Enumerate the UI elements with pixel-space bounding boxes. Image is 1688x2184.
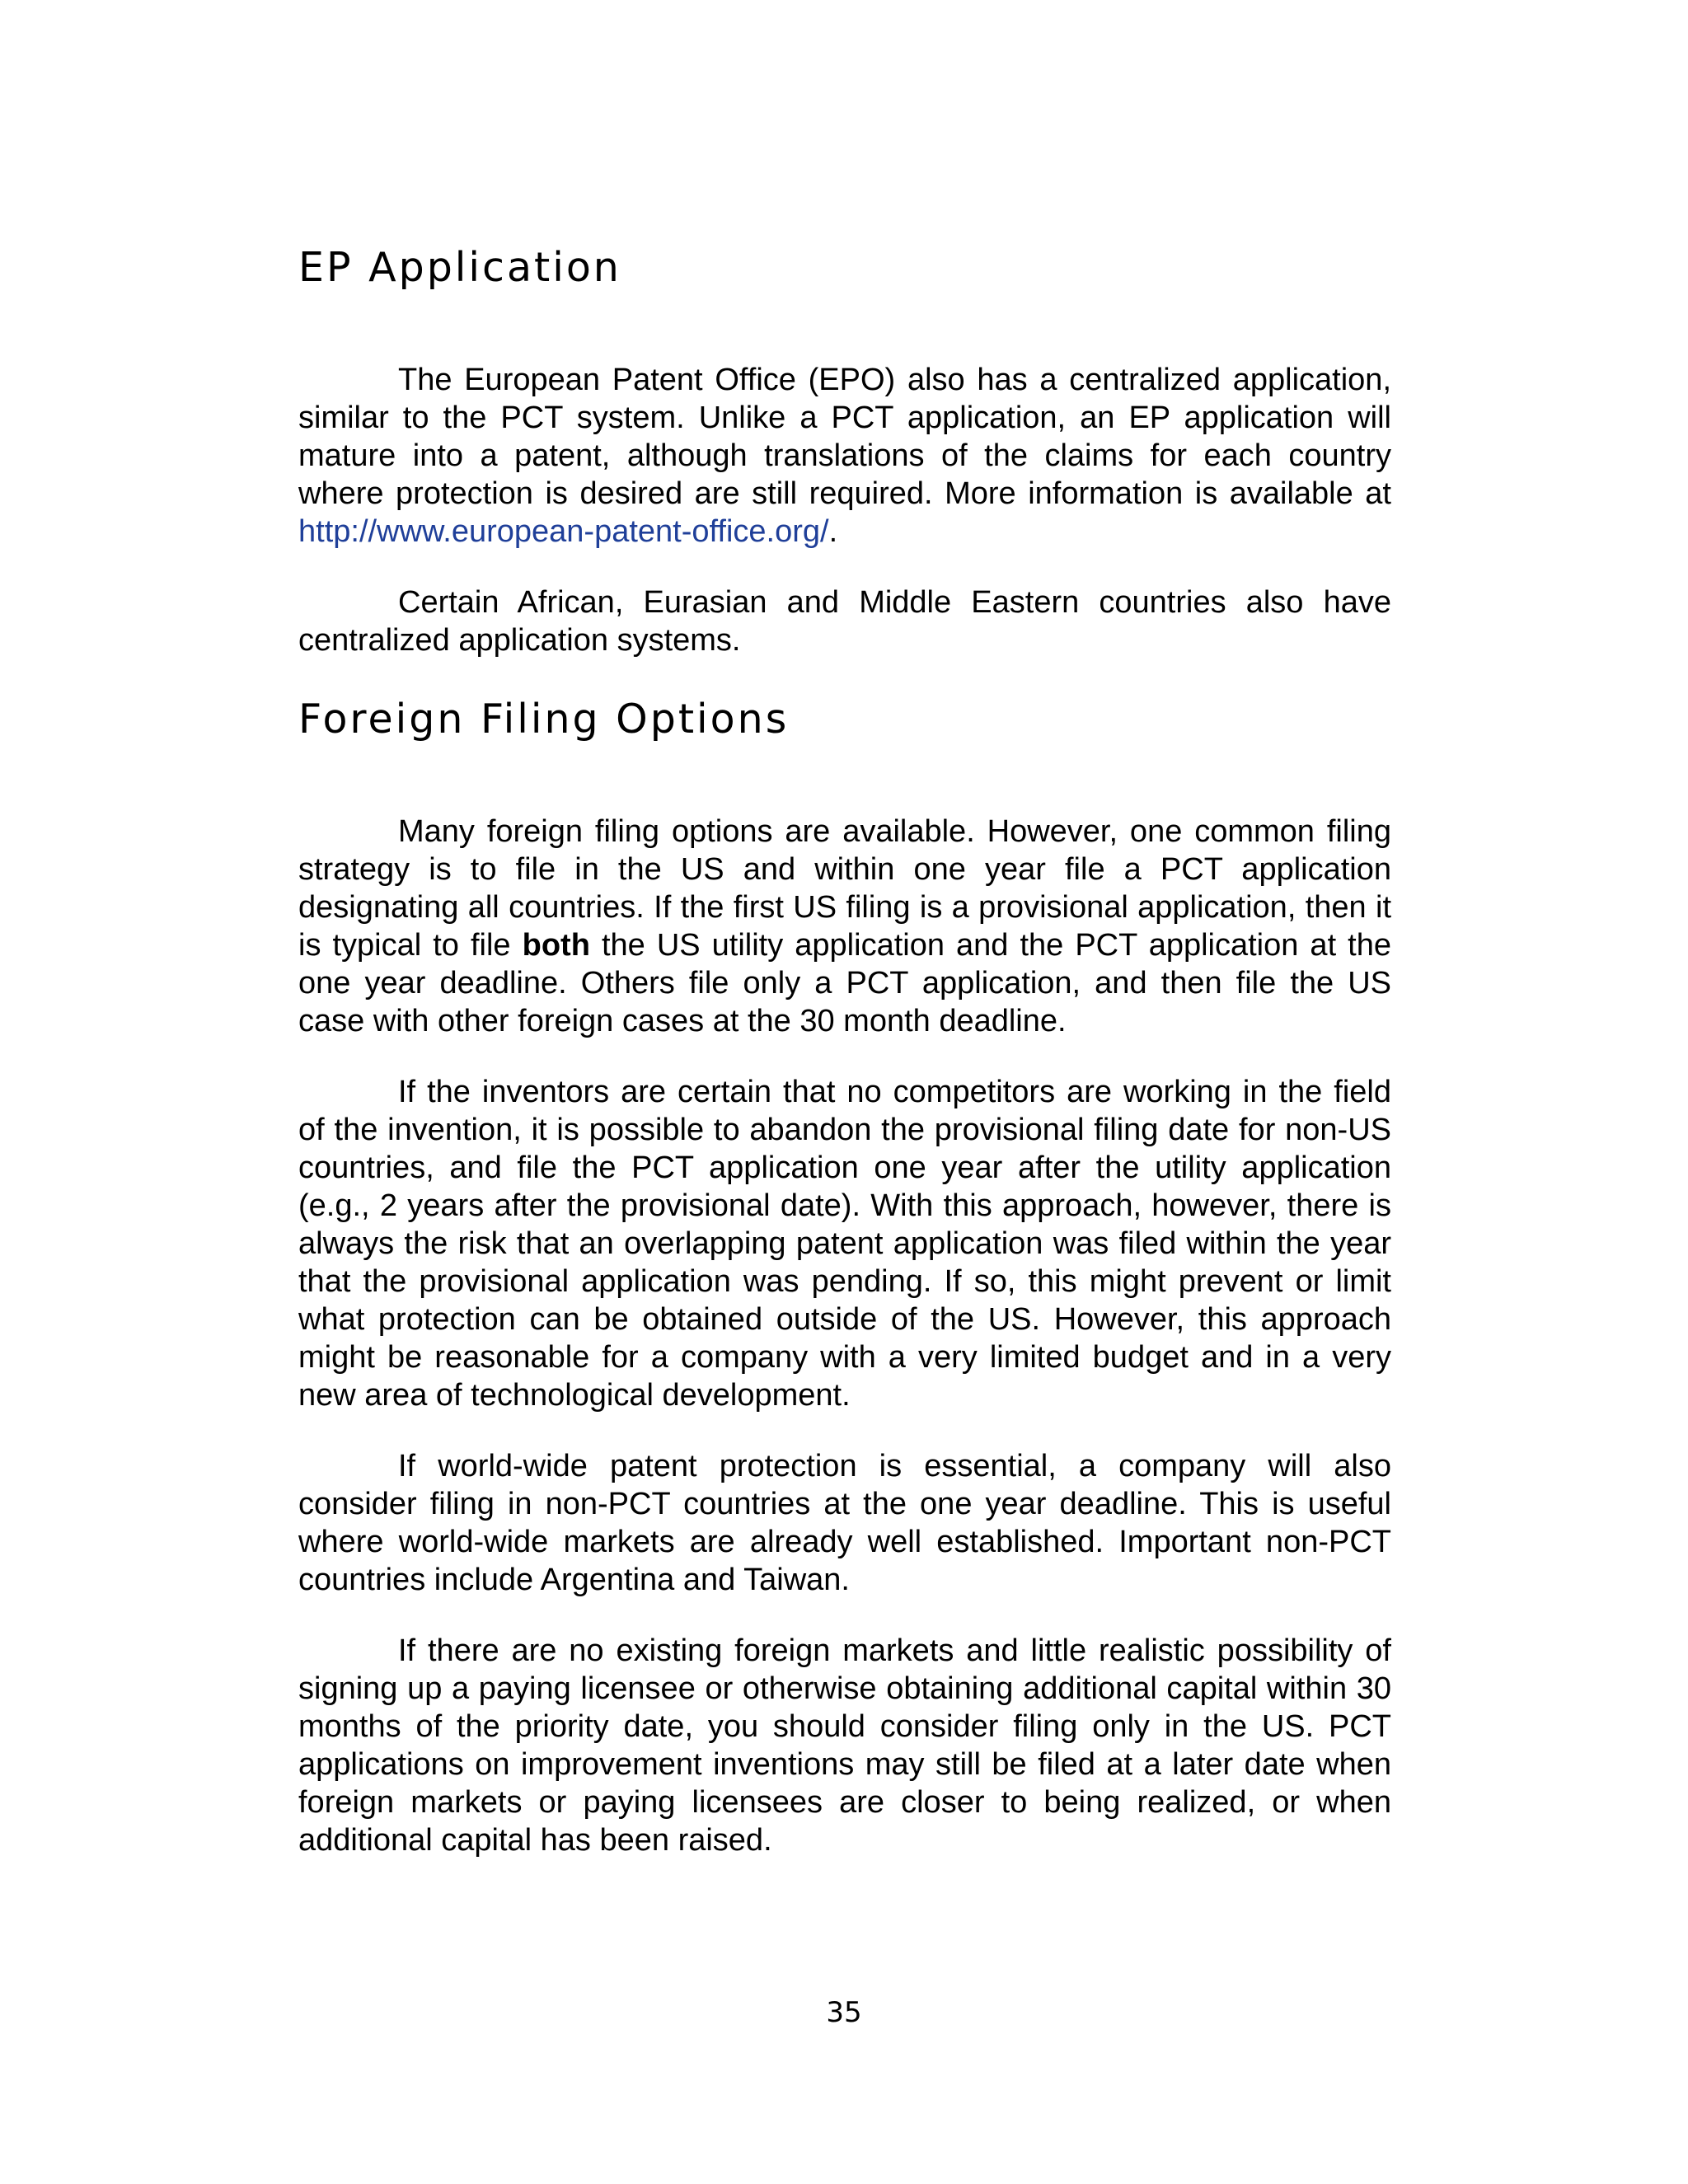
page-content xyxy=(298,239,1391,1859)
paragraph-regional-systems: Certain African, Eurasian and Middle Eastern countries also have centralized application systems. xyxy=(298,585,1391,658)
page-number: 35 xyxy=(826,1996,862,2029)
paragraph-abandon-provisional: If the inventors are certain that no competitors are working in the field of the invention, it is possible to abandon the provisional filing date for non-US countries, and file the PCT application one year after the utility application (e.g., 2 years after the provisional date). With this approach, however, there is always the risk that an overlapping patent application was filed within the year that the provisional application was pending. If so, this might prevent or limit what protection can be obtained outside of the US. However, this approach might be reasonable for a company with a very limited budget and in a very new area of technological development. xyxy=(298,1075,1391,1413)
paragraph-text: The European Patent Office (EPO) also has a centralized application, similar to the PCT system. Unlike a PCT application, an EP application will mature into a patent, although translations of the claims for each country where protection is desired are still required. More information is available at xyxy=(298,363,1391,511)
section-heading-foreign-filing-options: Foreign Filing Options xyxy=(298,696,790,743)
epo-website-link[interactable]: http://www.european-patent-office.org/ xyxy=(298,514,829,549)
paragraph-filing-strategy xyxy=(298,813,1391,1040)
paragraph-epo-centralized-application xyxy=(298,361,1391,551)
emphasis-both: both xyxy=(522,928,590,963)
section-heading-ep-application: EP Application xyxy=(298,244,621,291)
paragraph-us-only-filing: If there are no existing foreign markets and little realistic possibility of signing up a paying licensee or otherwise obtaining additional capital within 30 months of the priority date, you should consider filing only in the US. PCT applications on improvement inventions may still be filed at a later date when foreign markets or paying licensees are closer to being realized, or when additional capital has been raised. xyxy=(298,1633,1391,1858)
paragraph-text: Many foreign filing options are available. However, one common filing strategy is to file in the US and within one year file a PCT application designating all countries. If the first US filing is a provisional application, then it is typical to file xyxy=(298,814,1391,963)
paragraph-text: . xyxy=(828,514,838,549)
paragraph-text: the US utility application and the PCT application at the one year deadline. Others file only a PCT application, and then file the US case with other foreign cases at the 30 month deadline. xyxy=(298,928,1391,1038)
paragraph-non-pct-countries: If world-wide patent protection is essential, a company will also consider filing in non-PCT countries at the one year deadline. This is useful where world-wide markets are already well established. Important non-PCT countries include Argentina and Taiwan. xyxy=(298,1449,1391,1597)
